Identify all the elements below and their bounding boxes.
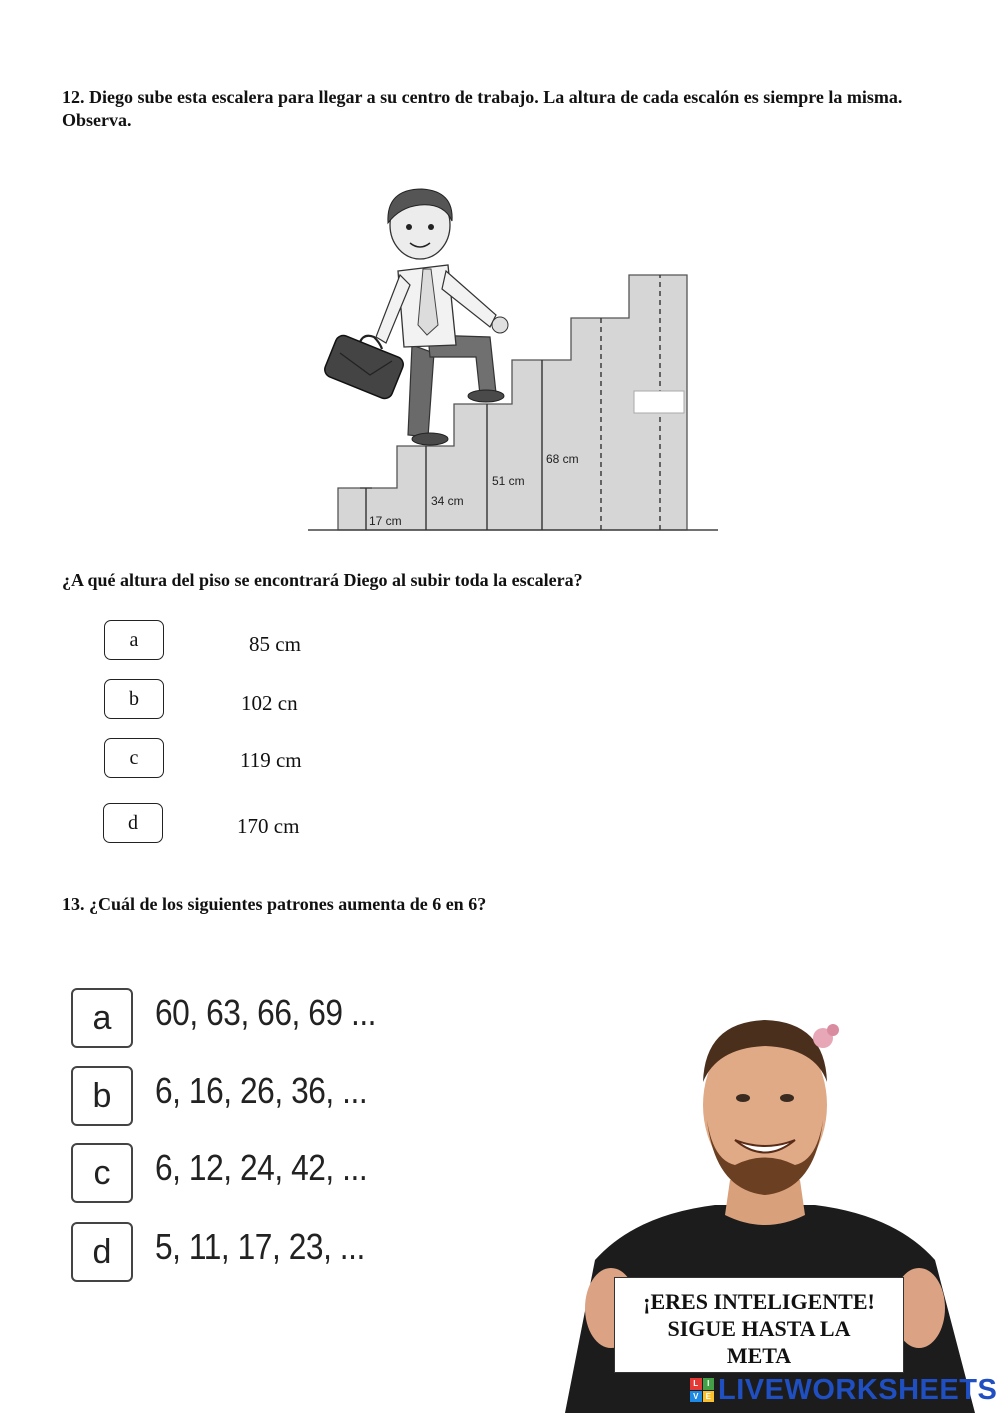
- step-label-4: 68 cm: [546, 452, 579, 466]
- question-13-text: 13. ¿Cuál de los siguientes patrones aumenta de 6 en 6?: [62, 894, 487, 914]
- pattern-d-button[interactable]: d: [71, 1222, 133, 1282]
- motivation-line-2: SIGUE HASTA LA: [667, 1316, 851, 1341]
- liveworksheets-brand: [690, 1374, 997, 1406]
- answer-blank-box[interactable]: [634, 391, 684, 413]
- step-label-2: 34 cm: [431, 494, 464, 508]
- motivation-line-3: META: [726, 1343, 792, 1368]
- option-b-button[interactable]: b: [104, 679, 164, 719]
- option-a-value: 85 cm: [249, 632, 301, 656]
- pattern-c-value: 6, 12, 24, 42, ...: [155, 1147, 368, 1188]
- pattern-a-value: 60, 63, 66, 69 ...: [155, 992, 377, 1033]
- pattern-a-button[interactable]: a: [71, 988, 133, 1048]
- pattern-d-value: 5, 11, 17, 23, ...: [155, 1226, 365, 1267]
- motivation-line-1: ¡ERES INTELIGENTE!: [643, 1289, 875, 1314]
- option-d-button[interactable]: d: [103, 803, 163, 843]
- pattern-b-button[interactable]: b: [71, 1066, 133, 1126]
- liveworksheets-logo-icon: L I V E: [690, 1378, 714, 1402]
- question-12-prompt: ¿A qué altura del piso se encontrará Diego al subir toda la escalera?: [62, 570, 583, 590]
- option-c-value: 119 cm: [240, 748, 302, 772]
- liveworksheets-wordmark: LIVEWORKSHEETS: [718, 1373, 998, 1406]
- pattern-c-button[interactable]: c: [71, 1143, 133, 1203]
- option-a-button[interactable]: a: [104, 620, 164, 660]
- option-d-value: 170 cm: [237, 814, 300, 838]
- step-label-1: 17 cm: [369, 514, 402, 528]
- option-b-value: 102 cn: [241, 691, 298, 715]
- question-12-text: 12. Diego sube esta escalera para llegar a su centro de trabajo. La altura de cada escalón es siempre la misma. Observa.: [62, 87, 903, 130]
- staircase-figure: [300, 185, 730, 535]
- option-c-button[interactable]: c: [104, 738, 164, 778]
- motivation-sign: [614, 1277, 904, 1373]
- pattern-b-value: 6, 16, 26, 36, ...: [155, 1070, 368, 1111]
- step-label-3: 51 cm: [492, 474, 525, 488]
